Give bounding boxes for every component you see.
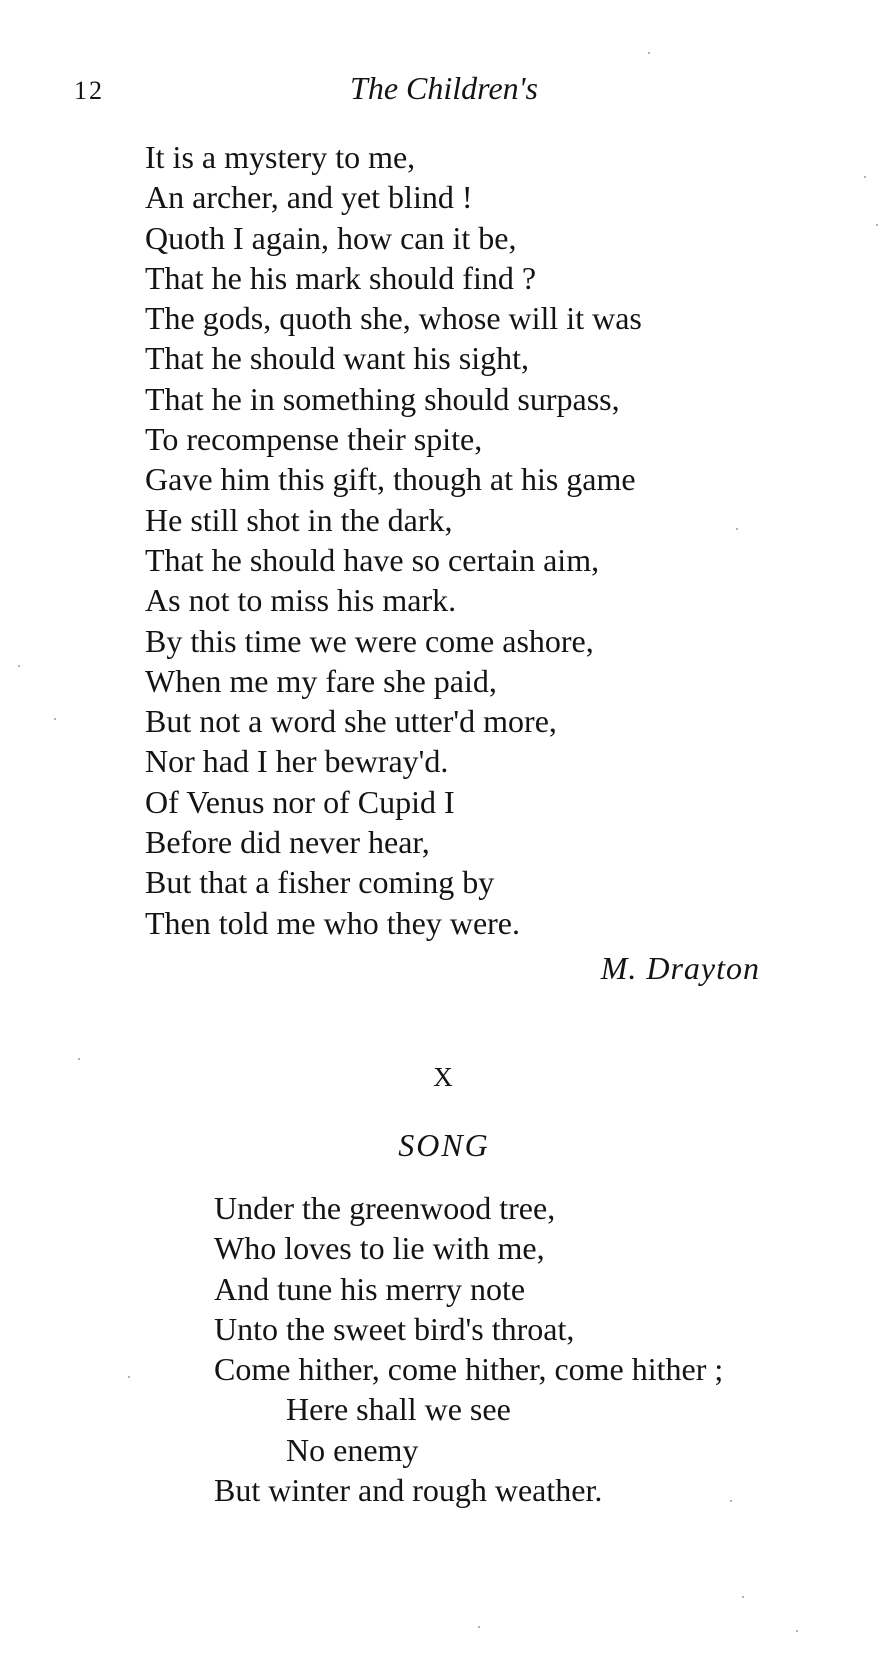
poem-line: That he his mark should find ? bbox=[145, 259, 537, 296]
song-line-indented: Here shall we see bbox=[286, 1391, 511, 1428]
poem-line: Then told me who they were. bbox=[145, 904, 520, 941]
poem-line: Gave him this gift, though at his game bbox=[145, 461, 636, 498]
song-line: Come hither, come hither, come hither ; bbox=[214, 1351, 724, 1388]
song-line: And tune his merry note bbox=[214, 1270, 526, 1307]
poem-line: The gods, quoth she, whose will it was bbox=[145, 300, 642, 337]
scan-speck bbox=[54, 718, 56, 720]
poem-line: That he should want his sight, bbox=[145, 340, 529, 377]
poem-line: To recompense their spite, bbox=[145, 421, 483, 458]
poem-line: It is a mystery to me, bbox=[145, 139, 416, 175]
scan-speck bbox=[864, 176, 866, 178]
poem-line: As not to miss his mark. bbox=[145, 582, 457, 619]
poem-line: Before did never hear, bbox=[145, 824, 430, 861]
scan-speck bbox=[128, 1376, 130, 1378]
scan-speck bbox=[478, 1626, 480, 1628]
running-head: The Children's bbox=[350, 70, 538, 106]
song-text bbox=[214, 1188, 723, 1510]
poem-line: But not a word she utter'd more, bbox=[145, 703, 557, 740]
section-number: X bbox=[433, 1062, 455, 1092]
song-line: Under the greenwood tree, bbox=[214, 1190, 556, 1226]
author-attribution: M. Drayton bbox=[600, 950, 760, 986]
poem-line: That he in something should surpass, bbox=[145, 380, 620, 417]
song-line: But winter and rough weather. bbox=[214, 1472, 603, 1509]
scan-speck bbox=[736, 528, 738, 530]
poem-line: Quoth I again, how can it be, bbox=[145, 219, 517, 256]
song-line-indented: No enemy bbox=[286, 1431, 419, 1468]
poem-line: When me my fare she paid, bbox=[145, 662, 497, 699]
scan-speck bbox=[876, 224, 878, 226]
poem-line: But that a fisher coming by bbox=[145, 864, 495, 901]
scan-speck bbox=[648, 52, 650, 54]
poem-line: He still shot in the dark, bbox=[145, 501, 453, 538]
poem-line: An archer, and yet blind ! bbox=[145, 179, 473, 216]
song-line: Who loves to lie with me, bbox=[214, 1230, 545, 1267]
scan-speck bbox=[78, 1058, 80, 1060]
song-line: Unto the sweet bird's throat, bbox=[214, 1310, 575, 1347]
scan-speck bbox=[742, 1596, 744, 1598]
poem-line: Of Venus nor of Cupid I bbox=[145, 783, 455, 820]
poem-line: Nor had I her bewray'd. bbox=[145, 743, 449, 780]
scan-speck bbox=[730, 1500, 732, 1502]
poem-line: By this time we were come ashore, bbox=[145, 622, 594, 659]
scan-speck bbox=[18, 665, 20, 667]
poem-text bbox=[145, 137, 642, 943]
page-number: 12 bbox=[74, 76, 104, 105]
section-title: SONG bbox=[398, 1127, 490, 1163]
poem-line: That he should have so certain aim, bbox=[145, 541, 600, 578]
scan-speck bbox=[796, 1630, 798, 1632]
